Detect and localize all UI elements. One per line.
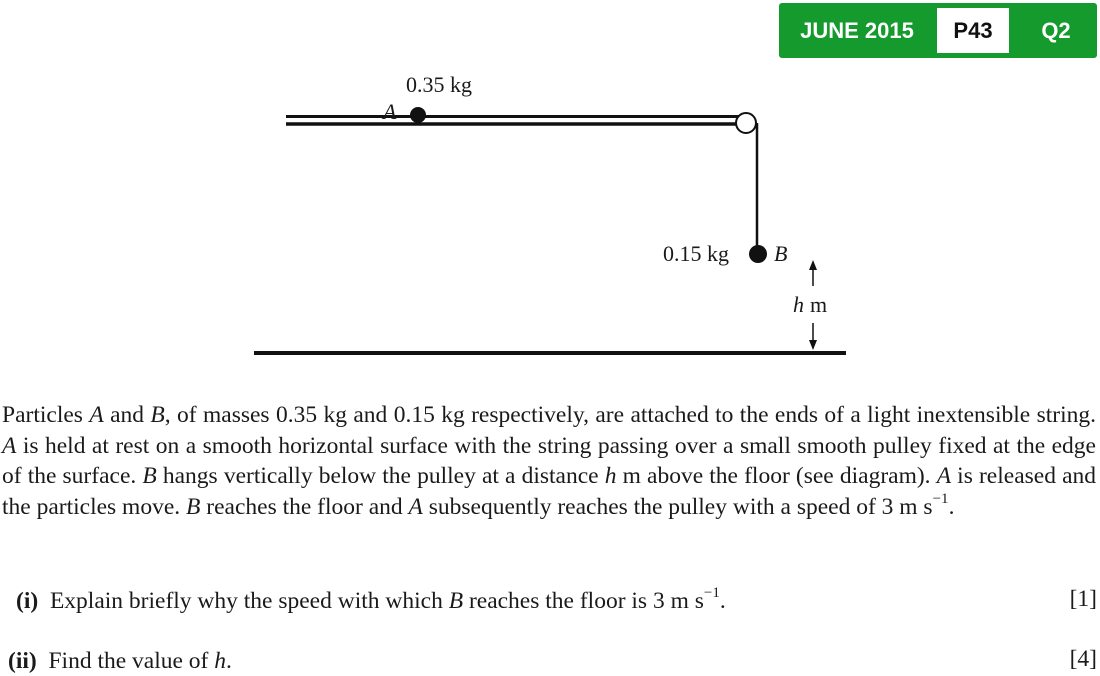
pulley-wheel [736, 113, 756, 133]
exam-date: JUNE 2015 [800, 18, 914, 43]
particle-b-mass: 0.15 kg [663, 241, 729, 266]
part-ii-label: (ii) [8, 648, 37, 674]
part-ii: (ii) Find the value of h. [8, 648, 232, 674]
part-i-label: (i) [16, 588, 39, 614]
height-unit: m [810, 292, 828, 317]
part-ii-marks: [4] [1069, 646, 1097, 672]
height-label [793, 292, 827, 317]
particle-b-label: B [774, 241, 788, 266]
part-i: (i) Explain briefly why the speed with which B reaches the floor is 3 m $s^{-1}$. [16, 585, 726, 614]
part-i-marks: [1] [1069, 586, 1097, 612]
particle-a-mass: 0.35 kg [406, 72, 472, 97]
height-arrow-down-head [809, 340, 817, 350]
height-variable: h [793, 292, 804, 317]
height-arrow-up-head [809, 260, 817, 270]
paper-code: P43 [937, 8, 1009, 53]
question-stem: Particles A and B, of masses 0.35 kg and 0.15 kg respectively, are attached to the ends of a light inextensible string. A is held at rest on a smooth horizontal surface with the string passing over a small smooth pulley fixed at the edge of the surface. B hangs vertically below the pulley at a distance h m above the floor (see diagram). A is released and the particles move. B reaches the floor and A subsequently reaches the pulley with a speed of 3 m $s^{-1}$. [2, 402, 1097, 520]
particle-b [749, 245, 767, 263]
particle-a [410, 107, 426, 123]
question-number: Q2 [1041, 18, 1071, 43]
particle-a-label: A [383, 99, 397, 124]
